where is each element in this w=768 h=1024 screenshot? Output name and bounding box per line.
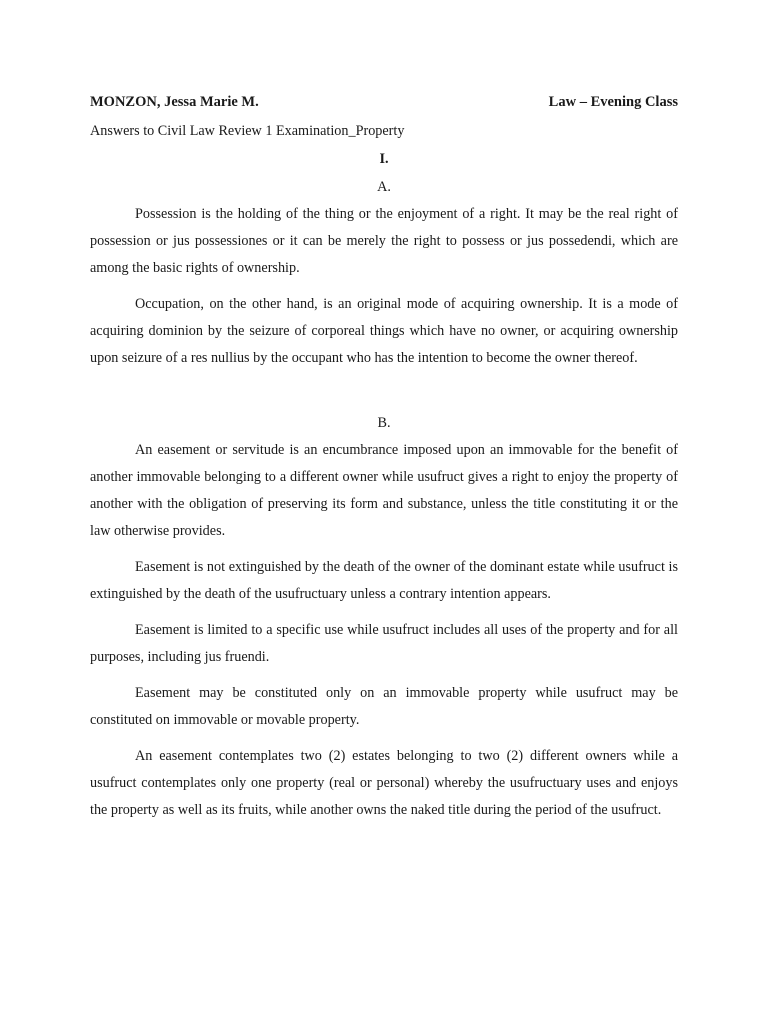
- paragraph-possession: Possession is the holding of the thing or the enjoyment of a right. It may be the real right of possession or jus possessiones or it can be merely the right to possess or jus possedendi, which are among the basic rights of ownership.: [90, 206, 678, 276]
- paragraph-occupation: Occupation, on the other hand, is an original mode of acquiring ownership. It is a mode of acquiring dominion by the seizure of corporeal things which have no owner, or acquiring ownership upon seizure of a res nullius by the occupant who has the intention to become the owner thereof.: [90, 296, 678, 366]
- section-spacer: [90, 381, 678, 409]
- paragraph-use-limitation: Easement is limited to a specific use while usufruct includes all uses of the property and for all purposes, including jus fruendi.: [90, 622, 678, 665]
- section-number: I.: [379, 151, 389, 167]
- document-page: [90, 88, 678, 833]
- class-label: Law – Evening Class: [548, 94, 678, 110]
- paragraph-property-type: Easement may be constituted only on an immovable property while usufruct may be constituted on immovable or movable property.: [90, 685, 678, 728]
- part-b-label: B.: [377, 415, 391, 431]
- paragraph-estates: An easement contemplates two (2) estates belonging to two (2) different owners while a usufruct contemplates only one property (real or personal) whereby the usufructuary uses and enjoys the property as well as its fruits, while another owns the naked title during the period of the usufruct.: [90, 748, 678, 818]
- paragraph-easement-definition: An easement or servitude is an encumbrance imposed upon an immovable for the benefit of another immovable belonging to a different owner while usufruct gives a right to enjoy the property of another with the obligation of preserving its form and substance, unless the title constituting it or the law otherwise provides.: [90, 442, 678, 539]
- header: [90, 88, 678, 116]
- document-subtitle: Answers to Civil Law Review 1 Examination_Property: [90, 123, 405, 139]
- student-name: MONZON, Jessa Marie M.: [90, 94, 259, 110]
- paragraph-extinguishment: Easement is not extinguished by the death of the owner of the dominant estate while usufruct is extinguished by the death of the usufructuary unless a contrary intention appears.: [90, 559, 678, 602]
- part-a-label: A.: [377, 179, 391, 195]
